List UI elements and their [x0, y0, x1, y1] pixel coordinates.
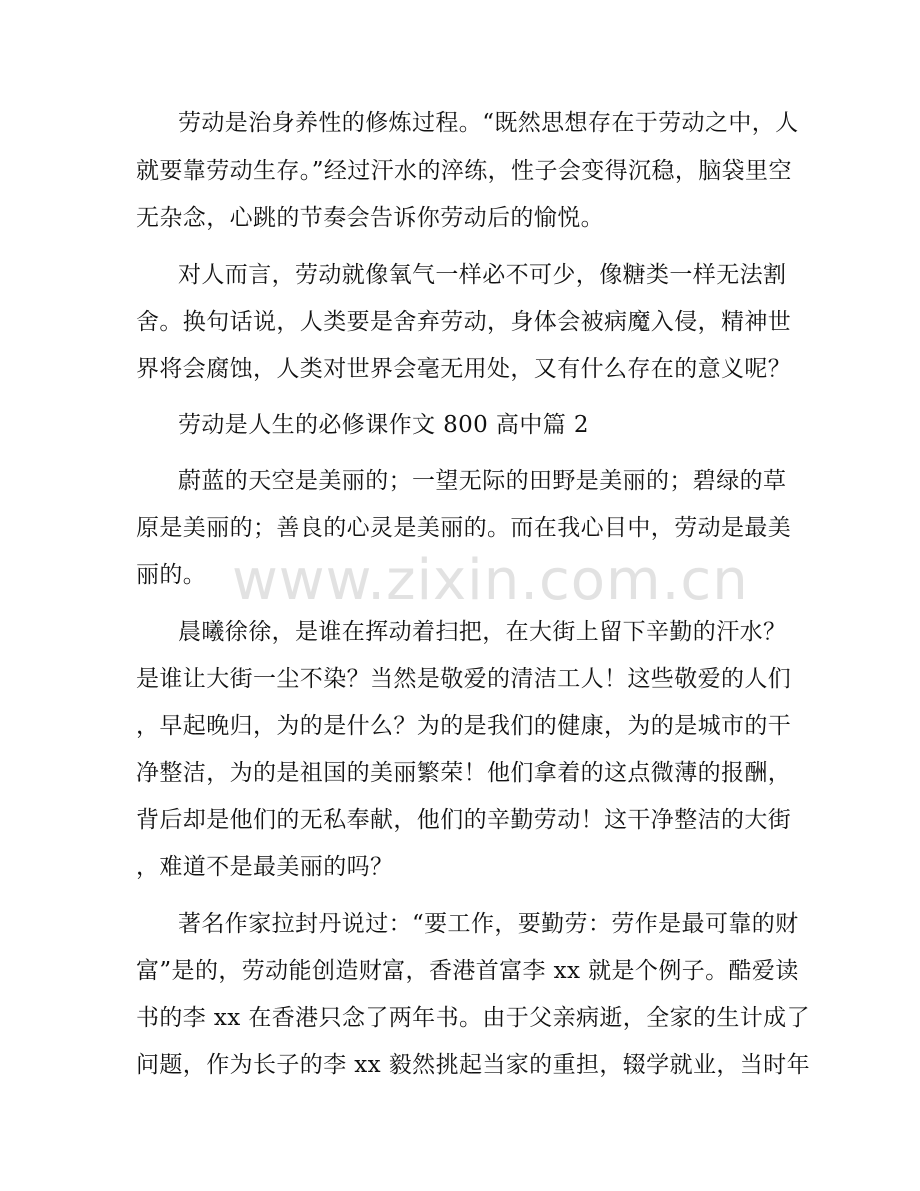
paragraph-5-line-4: 问题，作为长子的李 xx 毅然挑起当家的重担，辍学就业，当时年	[136, 1052, 810, 1078]
paragraph-3-line-1: 蔚蓝的天空是美丽的；一望无际的田野是美丽的；碧绿的草	[178, 468, 787, 494]
watermark: www.zixin.com.cn	[232, 548, 749, 613]
paragraph-4-line-4: 净整洁，为的是祖国的美丽繁荣！他们拿着的这点微薄的报酬，	[136, 760, 792, 786]
section-heading: 劳动是人生的必修课作文 800 高中篇 2	[178, 412, 589, 438]
paragraph-3-line-3: 丽的。	[136, 562, 207, 588]
paragraph-5-line-1: 著名作家拉封丹说过：“要工作，要勤劳：劳作是最可靠的财	[178, 911, 799, 937]
paragraph-2-line-3: 界将会腐蚀，人类对世界会毫无用处，又有什么存在的意义呢？	[136, 356, 792, 382]
paragraph-4-line-2: 是谁让大街一尘不染？当然是敬爱的清洁工人！这些敬爱的人们	[136, 666, 792, 692]
paragraph-1-line-1: 劳动是治身养性的修炼过程。“既然思想存在于劳动之中，人	[178, 110, 799, 136]
paragraph-1-line-2: 就要靠劳动生存。”经过汗水的淬练，性子会变得沉稳，脑袋里空	[136, 158, 792, 184]
paragraph-4-line-5: 背后却是他们的无私奉献，他们的辛勤劳动！这干净整洁的大街	[136, 807, 792, 833]
paragraph-1-line-3: 无杂念，心跳的节奏会告诉你劳动后的愉悦。	[136, 205, 604, 231]
paragraph-4-line-3: ，早起晚归，为的是什么？为的是我们的健康，为的是城市的干	[136, 713, 792, 739]
paragraph-5-line-3: 书的李 xx 在香港只念了两年书。由于父亲病逝，全家的生计成了	[136, 1005, 810, 1031]
paragraph-4-line-6: ，难道不是最美丽的吗？	[136, 854, 394, 880]
paragraph-2-line-1: 对人而言，劳动就像氧气一样必不可少，像糖类一样无法割	[178, 262, 787, 288]
paragraph-3-line-2: 原是美丽的；善良的心灵是美丽的。而在我心目中，劳动是最美	[136, 515, 792, 541]
paragraph-4-line-1: 晨曦徐徐，是谁在挥动着扫把，在大街上留下辛勤的汗水？	[178, 619, 787, 645]
paragraph-5-line-2: 富”是的，劳动能创造财富，香港首富李 xx 就是个例子。酷爱读	[136, 958, 799, 984]
paragraph-2-line-2: 舍。换句话说，人类要是舍弃劳动，身体会被病魔入侵，精神世	[136, 309, 792, 335]
